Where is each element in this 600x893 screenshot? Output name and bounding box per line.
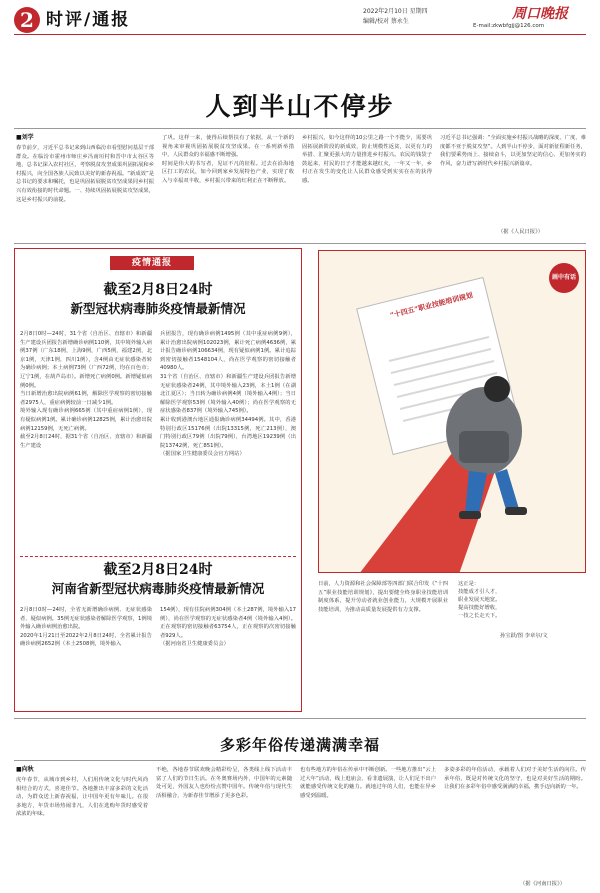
cartoon-illustration xyxy=(318,250,586,573)
cartoon-badge: 画中有话 xyxy=(549,263,579,293)
commentary-column-2: 了巩。这样一来，使得后续帮扶有了依据，从一个新的视角来审视巩固拓展脱贫攻坚成果。在一系列新举措中，人民群众的幸福感不断增强。 时间是伟大的书写者，见证不凡的征程。过去在沿海地区打工的农民，如今回到家乡发展特色产业，实现了收入与幸福双丰收，乡村振兴带来的红利正在不断释放。 xyxy=(162,135,294,184)
festival-column-2: 不绝，各地春节联欢晚会精彩纷呈，各类线上线下活动丰富了人们的节日生活。在冬奥赛场内外，中国年的元素随处可见，外国友人也纷纷点赞中国年。传统年俗与现代生活相融合，为新春佳节增添了更多色彩。 xyxy=(156,767,292,799)
commentary-column-1: 春节前夕，习近平总书记来到山西临汾市看望慰问基层干部群众。在临汾市霍州市师庄乡冯南垣村和晋中市太谷区等地，总书记深入农村社区，考察脱贫攻坚成果巩固拓展和乡村振兴，向全国各族人民致以美好的新春祝福。“新成效”是总书记的要求和嘱托，也是巩固拓展脱贫攻坚成果同乡村振兴有效衔接的时代命题。一、持续巩固拓展脱贫攻坚成果，这是乡村振兴的前提。 xyxy=(16,145,154,203)
cartoon-credit: 孙宝跃/图 李章尔/文 xyxy=(500,633,548,639)
festival-source: （据《河南日报》） xyxy=(520,881,566,887)
commentary-headline: 人到半山不停步 xyxy=(205,92,395,121)
newspaper-logo: 周口晚报 xyxy=(512,6,568,22)
national-column-2: 兵团报告，现有确诊病例1495例（其中重症病例9例），累计治愈出院病例102023例，累计死亡病例4636例，累计报告确诊病例106634例，现有疑似病例1例。累计追踪到密切接触者1548104人，尚在医学观察的密切接触者40980人。 31个省（自治区、直辖市）和新疆生产建设兵团报告新增无症状感染者24例，其中境外输入23例，本土1例（在湖北江夏区）；当日转为确诊病例4例（境外输入4例）；当日解除医学观察53例（境外输入40例）；尚在医学观察的无症状感染者837例（境外输入745例）。 累计收到港澳台地区通报确诊病例34494例。其中，香港特别行政区15176例（出院13315例，死亡213例），澳门特别行政区79例（出院79例），台湾地区19239例（出院13742例，死亡851例）。 （据国家卫生健康委员会官方网站） xyxy=(160,331,296,458)
poem-line-3: 职业发展天地宽。 xyxy=(458,597,501,603)
poem-line-4: 提高技能好增收， xyxy=(458,605,501,611)
national-title-line-1: 截至2月8日24时 xyxy=(103,282,213,298)
cartoon-caption: 日前，人力资源和社会保障部等四部门联合印发《“十四五”职业技能培训规划》，提出要健全终身职业技能培训制度体系，提升劳动者就业创业能力，大规模开展职业技能培训，为推动高质量发展提供有力支撑。 xyxy=(318,581,448,613)
national-title-line-2: 新型冠状病毒肺炎疫情最新情况 xyxy=(70,301,246,316)
festival-headline: 多彩年俗传递满满幸福 xyxy=(219,736,380,754)
festival-rule xyxy=(14,760,586,761)
festival-divider xyxy=(14,718,586,719)
editor-credit: 编辑/校对 蔡永生 xyxy=(363,18,409,25)
issue-date: 2022年2月10日 星期四 xyxy=(363,8,428,15)
contact-email: E-mail:zkwbfgjj@126.com xyxy=(473,23,545,29)
section-divider xyxy=(14,243,586,244)
headline-rule xyxy=(14,128,586,129)
poem-line-5: 一技之长走天下。 xyxy=(458,613,501,619)
national-column-1: 2月8日0时—24时，31个省（自治区、直辖市）和新疆生产建设兵团报告新增确诊病例110例，其中境外输入病例37例（广东18例，上海9例，广西5例，福建2例，北京1例，天津1例，四川1例），含4例由无症状感染者转为确诊病例；本土病例73例（广西72例，均在百色市；辽宁1例，在葫芦岛市）。新增死亡病例0例。新增疑似病例0例。 当日新增治愈出院病例61例，解除医学观察的密切接触者2975人，重症病例较前一日减少1例。 境外输入现有确诊病例665例（其中重症病例1例），现有疑似病例1例。累计确诊病例12825例，累计治愈出院病例12159例，无死亡病例。 截至2月8日24时，据31个省（自治区、直辖市）和新疆生产建设 xyxy=(20,331,152,449)
section-name: 时评/通报 xyxy=(46,10,131,30)
henan-column-1: 2月8日0时—24时，全省无新增确诊病例、无症状感染者、疑似病例。35例无症状感染者解除医学观察，1例境外输入确诊病例治愈出院。 2020年1月21日至2022年2月8日24时，全省累计报告确诊病例2652例（本土2508例，境外输入 xyxy=(20,607,152,648)
festival-byline: ■向秋 xyxy=(16,766,34,773)
student-head xyxy=(484,376,510,402)
commentary-byline: ■刘学 xyxy=(16,134,34,141)
commentary-source: （据《人民日报》） xyxy=(498,229,544,235)
cartoon-banner: “十四五”职业技能培训规划 xyxy=(389,290,474,320)
masthead-rule xyxy=(14,34,586,35)
cartoon-poem xyxy=(458,580,586,620)
henan-title-line-1: 截至2月8日24时 xyxy=(103,562,213,578)
commentary-column-3: 乡村振兴，如今这样的10公里之路一个不能少，需要巩固拓展新阶段的新成效，防止规模性返贫，以更有力的举措、汇聚更强大的力量推进乡村振兴。农民的钱袋子鼓起来，村民的日子才能越来越红火，一年又一年，乡村正在发生的变化让人民群众感受到实实在在的获得感。 xyxy=(302,135,432,184)
report-divider xyxy=(20,556,296,557)
festival-column-1: 虎年春节，从城市到乡村，人们用传统文化与时代风尚相结合的方式，喜迎佳节。各地推出丰富多彩的文化活动，为群众送上新春祝福，让中国年更有年味儿。在很多地方，年货市场热闹非凡，人们在选购年货时感受着浓浓的年味。 xyxy=(16,777,148,818)
poem-line-2: 技能成才引人才， xyxy=(458,589,501,595)
festival-column-3: 也有些地方的年俗在传承中不断创新。一些地方推出“云上过大年”活动，线上逛庙会、看非遗展演，让人们足不出户就能感受传统文化的魅力。就地过年的人们，也能在异乡感受到温暖。 xyxy=(300,767,436,799)
page-number-badge: 2 xyxy=(14,7,40,33)
henan-title-line-2: 河南省新型冠状病毒肺炎疫情最新情况 xyxy=(51,581,265,596)
epidemic-tag: 疫情通报 xyxy=(110,256,194,270)
henan-column-2: 154例），现有住院病例304例（本土287例，境外输入17例），尚在医学观察的无症状感染者4例（境外输入4例）。正在观察的密切接触者63754人，正在观察的次密切接触者929人。 （据河南省卫生健康委员会） xyxy=(160,607,296,648)
festival-column-4: 多姿多彩的年俗活动，承载着人们对于美好生活的向往。传承年俗，既是对传统文化的坚守，也是对美好生活的期盼。让我们在多彩年俗中感受满满的幸福，携手迈向新的一年。 xyxy=(444,767,586,791)
commentary-column-4: 习近平总书记强调：“全面实施乡村振兴战略的深度、广度、难度都不亚于脱贫攻坚”。人到半山不停步，面对新征程新任务，我们要乘势而上、接续奋斗，以更加坚定的信心、更加务实的作风，奋力谱写新时代乡村振兴新篇章。 xyxy=(440,135,586,167)
poem-line-1: 这正是： xyxy=(458,581,480,587)
